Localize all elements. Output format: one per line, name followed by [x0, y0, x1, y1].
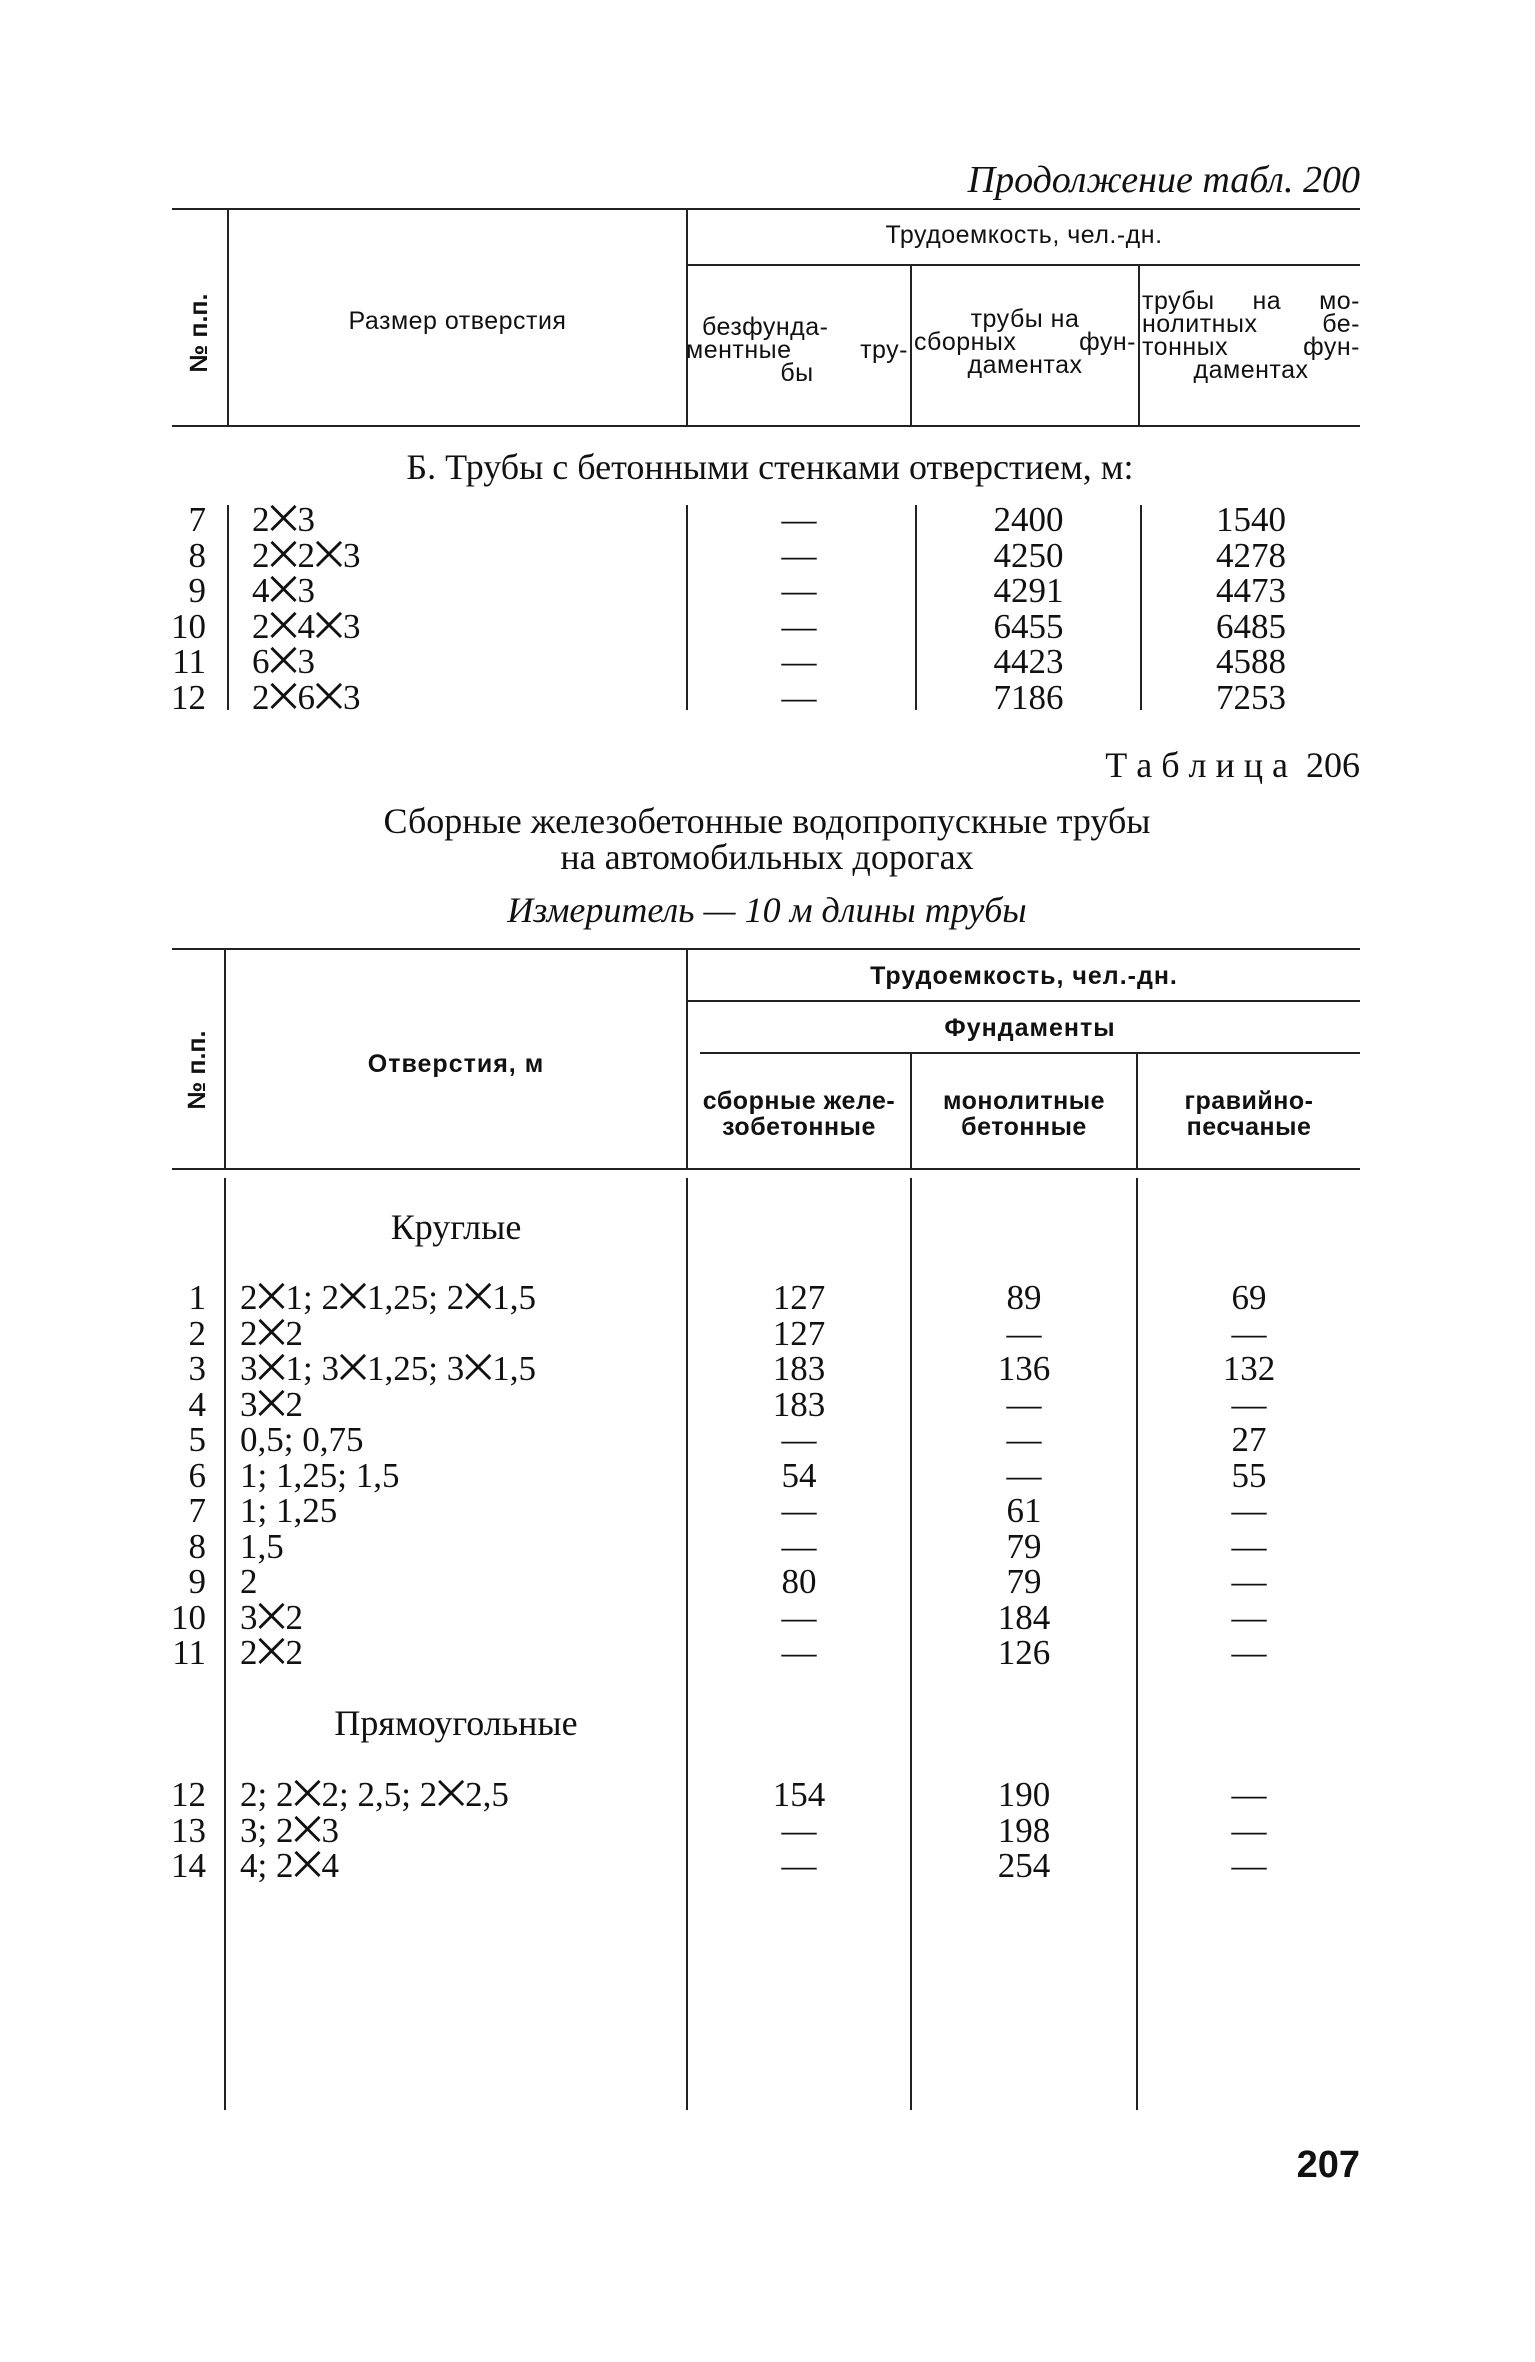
row-value-b: 184	[997, 1597, 1051, 1637]
row-value-c: —	[1231, 1384, 1267, 1424]
row-value-a: —	[781, 677, 817, 717]
row-value-a: —	[781, 1491, 817, 1530]
row-value-c: —	[1231, 1491, 1267, 1530]
row-value-c: —	[1231, 1810, 1267, 1850]
row-value-c: 69	[1231, 1278, 1267, 1317]
row-size: 3; 2⨉3	[240, 1810, 339, 1850]
row-size: 2	[240, 1562, 258, 1601]
row-number: 5	[188, 1420, 206, 1459]
row-size: 2⨉1; 2⨉1,25; 2⨉1,5	[240, 1278, 536, 1317]
row-size: 2⨉2	[240, 1313, 304, 1353]
row-value-a: 183	[772, 1349, 826, 1388]
row-value-b: 6455	[993, 606, 1064, 646]
row-size: 4⨉3	[252, 571, 316, 610]
row-value-c: 55	[1231, 1455, 1267, 1495]
row-value-c: 4473	[1216, 571, 1286, 610]
row-size: 1; 1,25	[240, 1491, 338, 1530]
row-value-a: —	[781, 1526, 817, 1566]
row-number: 1	[188, 1278, 206, 1317]
row-number: 4	[188, 1384, 206, 1424]
continuation-label: Продолжение табл. 200	[967, 159, 1360, 201]
row-value-a: —	[781, 642, 817, 681]
row-size: 2⨉2	[240, 1633, 304, 1672]
row-value-b: 61	[1006, 1491, 1042, 1530]
row-number: 13	[171, 1810, 206, 1850]
row-size: 1; 1,25; 1,5	[240, 1455, 400, 1495]
row-value-b: 190	[997, 1775, 1051, 1814]
row-value-b: 2400	[993, 500, 1064, 539]
row-value-c: 27	[1231, 1420, 1267, 1459]
row-value-a: —	[781, 606, 817, 646]
row-number: 9	[188, 571, 206, 610]
row-size: 2⨉2⨉3	[252, 535, 361, 575]
row-value-a: —	[781, 500, 817, 539]
row-number: 2	[188, 1313, 206, 1353]
row-value-c: —	[1231, 1526, 1267, 1566]
row-number: 12	[171, 1775, 206, 1814]
row-value-a: 183	[772, 1384, 826, 1424]
subheader-3: трубы на мо- нолитных бе- тонных фун- даментах	[1142, 287, 1360, 384]
row-value-a: —	[781, 1633, 817, 1672]
subheader-2: монолитные бетонные	[942, 1087, 1106, 1141]
row-value-b: 79	[1006, 1526, 1042, 1566]
row-size: 3⨉2	[240, 1384, 304, 1424]
row-value-b: —	[1006, 1455, 1042, 1495]
row-number: 12	[171, 677, 206, 717]
row-value-a: 80	[781, 1562, 817, 1601]
col-header-no: № п.п.	[183, 1030, 211, 1110]
row-value-c: 6485	[1216, 606, 1286, 646]
table-title-line2: на автомобильных дорогах	[560, 837, 974, 877]
row-size: 2⨉3	[252, 500, 316, 539]
row-number: 7	[188, 500, 206, 539]
section-rect: Прямоугольные	[334, 1703, 578, 1743]
row-number: 14	[171, 1846, 206, 1885]
row-number: 8	[188, 1526, 206, 1566]
row-value-b: 254	[997, 1846, 1051, 1885]
row-number: 11	[172, 1633, 206, 1672]
row-value-b: 79	[1006, 1562, 1042, 1601]
row-value-b: 4291	[993, 571, 1064, 610]
row-size: 2⨉4⨉3	[252, 606, 361, 646]
row-value-b: 126	[997, 1633, 1051, 1672]
row-value-a: —	[781, 1846, 817, 1885]
row-size: 3⨉2	[240, 1597, 304, 1637]
row-value-a: —	[781, 1810, 817, 1850]
row-size: 0,5; 0,75	[240, 1420, 364, 1459]
row-value-a: 54	[781, 1455, 817, 1495]
row-number: 10	[171, 1597, 206, 1637]
row-value-b: 4250	[993, 535, 1064, 575]
row-value-a: —	[781, 571, 817, 610]
col-header-size: Отверстия, м	[367, 1050, 545, 1078]
subheader-1: сборные желе- зобетонные	[702, 1087, 896, 1141]
row-value-c: —	[1231, 1633, 1267, 1672]
table-label: Т а б л и ц а 206	[1105, 745, 1360, 785]
row-value-b: —	[1006, 1384, 1042, 1424]
row-value-c: —	[1231, 1562, 1267, 1601]
row-number: 11	[172, 642, 206, 681]
row-size: 2; 2⨉2; 2,5; 2⨉2,5	[240, 1775, 509, 1814]
col-header-no: № п.п.	[185, 293, 213, 373]
row-value-b: 7186	[993, 677, 1064, 717]
row-value-a: 127	[772, 1313, 826, 1353]
row-value-b: 136	[997, 1349, 1051, 1388]
row-number: 8	[188, 535, 206, 575]
group-header: Трудоемкость, чел.-дн.	[870, 962, 1178, 990]
row-value-a: —	[781, 1597, 817, 1637]
row-size: 1,5	[240, 1526, 284, 1566]
measure-unit: Измеритель — 10 м длины трубы	[507, 890, 1027, 930]
section-title: Б. Трубы с бетонными стенками отверстием, м:	[406, 447, 1134, 487]
row-size: 4; 2⨉4	[240, 1846, 339, 1885]
row-value-c: —	[1231, 1597, 1267, 1637]
table-title-line1: Сборные железобетонные водопропускные трубы	[383, 801, 1151, 841]
row-value-b: —	[1006, 1420, 1042, 1459]
row-value-c: 4588	[1216, 642, 1286, 681]
row-value-b: 4423	[993, 642, 1064, 681]
subheader-3: гравийно- песчаные	[1184, 1087, 1314, 1141]
row-value-c: —	[1231, 1313, 1267, 1353]
row-size: 6⨉3	[252, 642, 316, 681]
row-number: 3	[188, 1349, 206, 1388]
row-value-c: 132	[1222, 1349, 1276, 1388]
page-number: 207	[1296, 2144, 1360, 2186]
section-round: Круглые	[390, 1207, 522, 1247]
row-number: 9	[188, 1562, 206, 1601]
col-header-size: Размер отверстия	[348, 307, 567, 335]
row-number: 7	[188, 1491, 206, 1530]
row-size: 3⨉1; 3⨉1,25; 3⨉1,5	[240, 1349, 536, 1388]
row-value-c: 4278	[1216, 535, 1286, 575]
row-value-a: 127	[772, 1278, 826, 1317]
row-value-b: —	[1006, 1313, 1042, 1353]
row-value-a: —	[781, 535, 817, 575]
row-value-b: 198	[997, 1810, 1051, 1850]
row-value-c: —	[1231, 1775, 1267, 1814]
row-size: 2⨉6⨉3	[252, 677, 361, 717]
subheader-2: трубы на сборных фун- даментах	[914, 305, 1136, 379]
row-number: 6	[188, 1455, 206, 1495]
group-header: Трудоемкость, чел.-дн.	[885, 221, 1163, 249]
subheader-1: безфунда- ментные тру- бы	[686, 313, 908, 387]
row-value-b: 89	[1006, 1278, 1042, 1317]
row-value-a: —	[781, 1420, 817, 1459]
row-value-c: 7253	[1216, 677, 1286, 717]
row-value-a: 154	[772, 1775, 826, 1814]
row-number: 10	[171, 606, 206, 646]
row-value-c: —	[1231, 1846, 1267, 1885]
subgroup-header: Фундаменты	[944, 1014, 1116, 1042]
row-value-c: 1540	[1216, 500, 1286, 539]
